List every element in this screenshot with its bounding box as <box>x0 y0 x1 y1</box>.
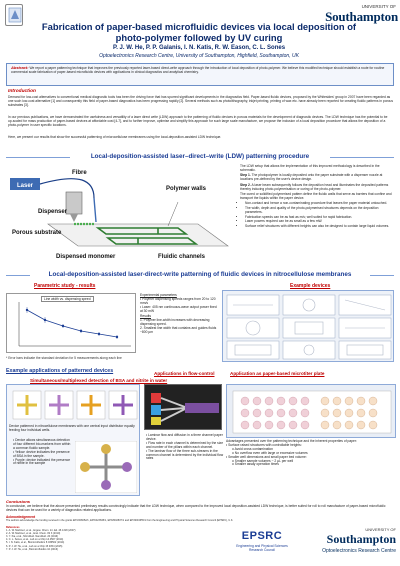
acknowledgement-heading: Acknowledgement <box>6 515 36 519</box>
lda-banner: Local-deposition-assisted laser-direct-write patterning of fluidic devices in nitrocellulose membranes <box>30 271 370 279</box>
microtiter-image <box>226 384 396 438</box>
intro-paragraph-2: In our previous publications, we have demonstrated the usefulness and versatility of a laser direct write (LDW) approach to the patterning of fluidic devices in porous materials for the development of diagnostic devices. The LDW technique has the potential to be up-scaled for mass production of paper-based devices at affordable cost [4-7], and to further improve, optimise and simplify this approach for such large scale manufacture, we propose the inclusion of a local deposition procedure that allows the deposition of a photo-polymer in user specific locations. <box>8 115 388 127</box>
footer-uni-logo: Southampton <box>326 532 396 546</box>
epsrc-subtitle: Engineering and Physical Sciences Research Council <box>236 544 288 552</box>
graph-title: Line width vs. dispensing speed <box>41 296 94 302</box>
device-thumbnails <box>227 295 391 359</box>
flow-control-image <box>144 384 222 430</box>
polymer-walls-label: Polymer walls <box>166 186 207 192</box>
applications-heading: Example applications of patterned devices <box>6 368 114 374</box>
intro-paragraph-1: Demand for low-cost alternatives to conventional medical diagnostic tools has been the driving force that has spurred significant developments in the diagnostics field. Paper-based fluidic devices, proposed by the Whitesides' group in 2007 have been regarded as one such low-cost alternative [1] and consequently this field of paper-based diagnostics has been progressing rapidly [2]. Several methods such as photolithography, inkjet printing, printing of wax etc. have already been reported for creating fluidic patterns in porous substrates [3]. <box>8 95 393 107</box>
example-devices-heading: Example devices <box>290 283 331 289</box>
list-item: • Non-contact and hence a non-contaminating procedure that leaves the paper material untouched. <box>245 202 394 206</box>
sim-caption: Device patterned in nitrocellulose membranes with one central input distributor equally feeding four individual wells. <box>9 424 135 432</box>
epsrc-logo: EPSRC <box>241 530 283 542</box>
list-item: • Flow rate in each channel is determined by the size and number of the pillars within each channel. <box>146 440 224 449</box>
list-item: • Smaller well dimensions and small paper bed volume: <box>226 454 307 459</box>
list-item: 6. P. J. W. He, et al., Lab on a Chip 15 4054 (2015) <box>6 544 63 548</box>
poster-authors: P. J. W. He, P. P. Galanis, I. N. Katis, R. W. Eason, C. L. Sones <box>112 45 286 51</box>
references-heading: References <box>6 526 20 529</box>
list-item: o Avoid cross contamination <box>232 446 274 451</box>
laser-beam <box>94 198 96 222</box>
university-logo: Southampton <box>325 9 398 24</box>
dispensed-monomer-label: Dispensed monomer <box>56 254 116 260</box>
parametric-heading: Parametric study - results <box>34 283 96 289</box>
poster-affiliation: Optoelectronics Research Centre, University of Southampton, Highfield, Southampton, UK <box>99 53 299 59</box>
mt-intro: Advantages presented over the patterning technique and the inherent properties of paper: <box>226 439 357 443</box>
series-line <box>27 310 117 337</box>
university-logo-top: UNIVERSITY OF <box>361 4 396 9</box>
list-item: o Smaller assay operation times <box>232 462 279 467</box>
microtiter-text <box>226 440 396 467</box>
list-item: • Laminar flow and diffusion in a three channel paper device. <box>146 433 223 441</box>
ldw-step-1: Step 1. The photopolymer is locally deposited onto the paper substrate with a dispenser nozzle at locations pre-defined by the user's device design. <box>240 173 383 182</box>
list-item: • Purple: device indicated the presence of nitrite in the sample <box>13 457 71 466</box>
list-item: o No overflow even with large or excessive volumes <box>232 450 308 455</box>
fluidic-channels-label: Fluidic channels <box>158 254 206 260</box>
fibre-label: Fibre <box>72 170 87 176</box>
laser-label: Laser <box>16 183 34 189</box>
results-heading: Results <box>140 314 151 318</box>
microtiter-heading: Application as paper-based microtiter plate <box>230 371 325 376</box>
dispenser-label: Dispenser <box>38 209 68 215</box>
conclusions-heading: Conclusions <box>6 499 31 504</box>
list-item: 3. Y. Xia, et al., Microfluid. Nanofluid. 20 (2016) <box>6 535 59 539</box>
list-item: 2. A. W. Martinez, et al., Anal. Chem. 82 3 (2010) <box>6 532 61 536</box>
ldw-description <box>240 165 394 269</box>
series-points <box>26 309 118 338</box>
device-images <box>13 391 137 419</box>
lab-logo <box>5 4 23 26</box>
simultaneous-detection-heading: Simultaneous/multiplexed detection of BSA and nitrite in water <box>30 378 168 383</box>
list-item: 5. I. N. Katis, et al., Biomicrofluidics 8 036502 (2014) <box>6 541 65 545</box>
list-item: • Fabrication speeds can be as fast as m/s; well suited for rapid fabrication. <box>245 216 394 220</box>
line-width-graph <box>6 293 136 353</box>
acknowledgement-text: The authors acknowledge the funding received in the grants EP/J008052/1, EP/K023845/1, EP/M002837/1 and EP/N004655/1 from the Engineering and Physical Sciences Research Council (EPSRC), U.K. <box>6 519 234 522</box>
list-item: • The laminar flow of the three sub-streams in the common channel is determined by the individual flow rates <box>146 448 224 461</box>
list-item: • Yellow: device indicates the presence of BSA in the sample. <box>13 449 70 458</box>
dispenser-body <box>66 192 82 214</box>
porous-substrate-label: Porous substrate <box>12 230 62 236</box>
sim-list <box>13 439 71 466</box>
poster-title: Fabrication of paper-based microfluidic devices via local deposition of photo-polymer followed by UV curing <box>41 21 357 43</box>
error-bar-note: * Error bars indicate the standard deviation for 5 measurements along each line <box>6 356 122 360</box>
flow-control-heading: Applications in flow-control <box>154 371 215 376</box>
list-item: • Laser: 405 nm continuous-wave output power fixed at 30 mW <box>140 305 217 313</box>
conclusions-text: In conclusion, we believe that the above presented preliminary results convincingly indicate that the LDW technique, when compared to the improved local deposition-assisted LDW technique, is better suited for roll to roll manufacture of paper-based microfluidic devices that can be used for a variety of diagnostics related applications. <box>6 504 386 512</box>
list-item: 4. C. L. Sones, et al., Lab on a Chip 14 4567 (2014) <box>6 538 64 542</box>
ldw-bullets <box>240 202 394 229</box>
ldw-intro: The LDW setup that allows the implementation of this improved methodology is described in the schematic. <box>240 164 380 172</box>
list-item: • The width, depth and quality of the photo-polymerised structures depends on the deposition parameters. <box>245 207 394 215</box>
list-item: 1. A. W. Martinez, et al., Angew. Chem. Int. Ed. 46 1318 (2007) <box>6 529 76 533</box>
list-item: • Laser powers required can be as small as a few mW. <box>245 220 394 224</box>
example-devices-image <box>222 290 394 362</box>
ldw-step-2: Step 2. A laser beam subsequently follows the deposition head and illuminates the deposited patterns thereby inducing photo-polymerisation or curing of the photo-polymer. <box>240 182 389 191</box>
list-item: 7. P. J. W. He, et al., Biomicrofluidics 10 (2016) <box>6 547 58 551</box>
intro-heading: Introduction <box>8 89 36 94</box>
intro-paragraph-3: Here, we present our results that show the successful patterning of microcellulose membranes using the local-deposition-assisted LDW technique. <box>8 135 222 139</box>
simultaneous-detection-panel <box>6 384 140 496</box>
list-item: o Smaller sample volumes ~ 2 µL per well <box>232 458 294 463</box>
flow-list <box>146 434 224 461</box>
list-item: • Surface relief structures with different heights can also be designed to contain large liquid volumes. <box>245 225 394 229</box>
list-item: 2. Smallest line width that contains and guides fluids ~800 µm <box>140 326 217 334</box>
experimental-parameters <box>140 293 220 353</box>
ldw-cured: The cured or solidified polymerised pattern define the fluidic walls that serve as barriers that confine and transport the liquids within the paper device. <box>240 191 392 200</box>
abstract-box <box>6 63 394 86</box>
ldw-schematic <box>8 164 234 268</box>
references <box>6 526 196 551</box>
abstract-label: Abstract: <box>11 65 29 70</box>
error-bars <box>27 307 117 339</box>
list-item: • Polymer dispensing speeds ranges from 20 to 120 mm/s <box>140 297 216 305</box>
footer-uni-top: UNIVERSITY OF <box>365 527 396 532</box>
list-item: • Device allows simultaneous detection of four different bio-markers from within a common fluidic sample. <box>13 438 71 450</box>
ldw-banner: Local-deposition-assisted laser–direct–write (LDW) patterning procedure <box>70 153 330 161</box>
orc-logo: Optoelectronics Research Centre <box>322 548 396 554</box>
exp-heading: Experimental parameters <box>140 293 177 297</box>
abstract-text: We report a paper patterning technique that improves the previously reported laser-based direct-write approach through the introduction of local deposition of photo-polymer. We believe this modified technique should establish a route for routine commercial scale fabrication of paper-based microfluidic devices with applications in clinical diagnostics and analytical chemistry. <box>11 66 385 74</box>
list-item: • Surface raised structures with controllable heights: <box>226 442 302 447</box>
dispenser-nozzle <box>70 214 78 222</box>
list-item: 1. Polymer line-width increases with decreasing dispensing speed. <box>140 318 210 326</box>
